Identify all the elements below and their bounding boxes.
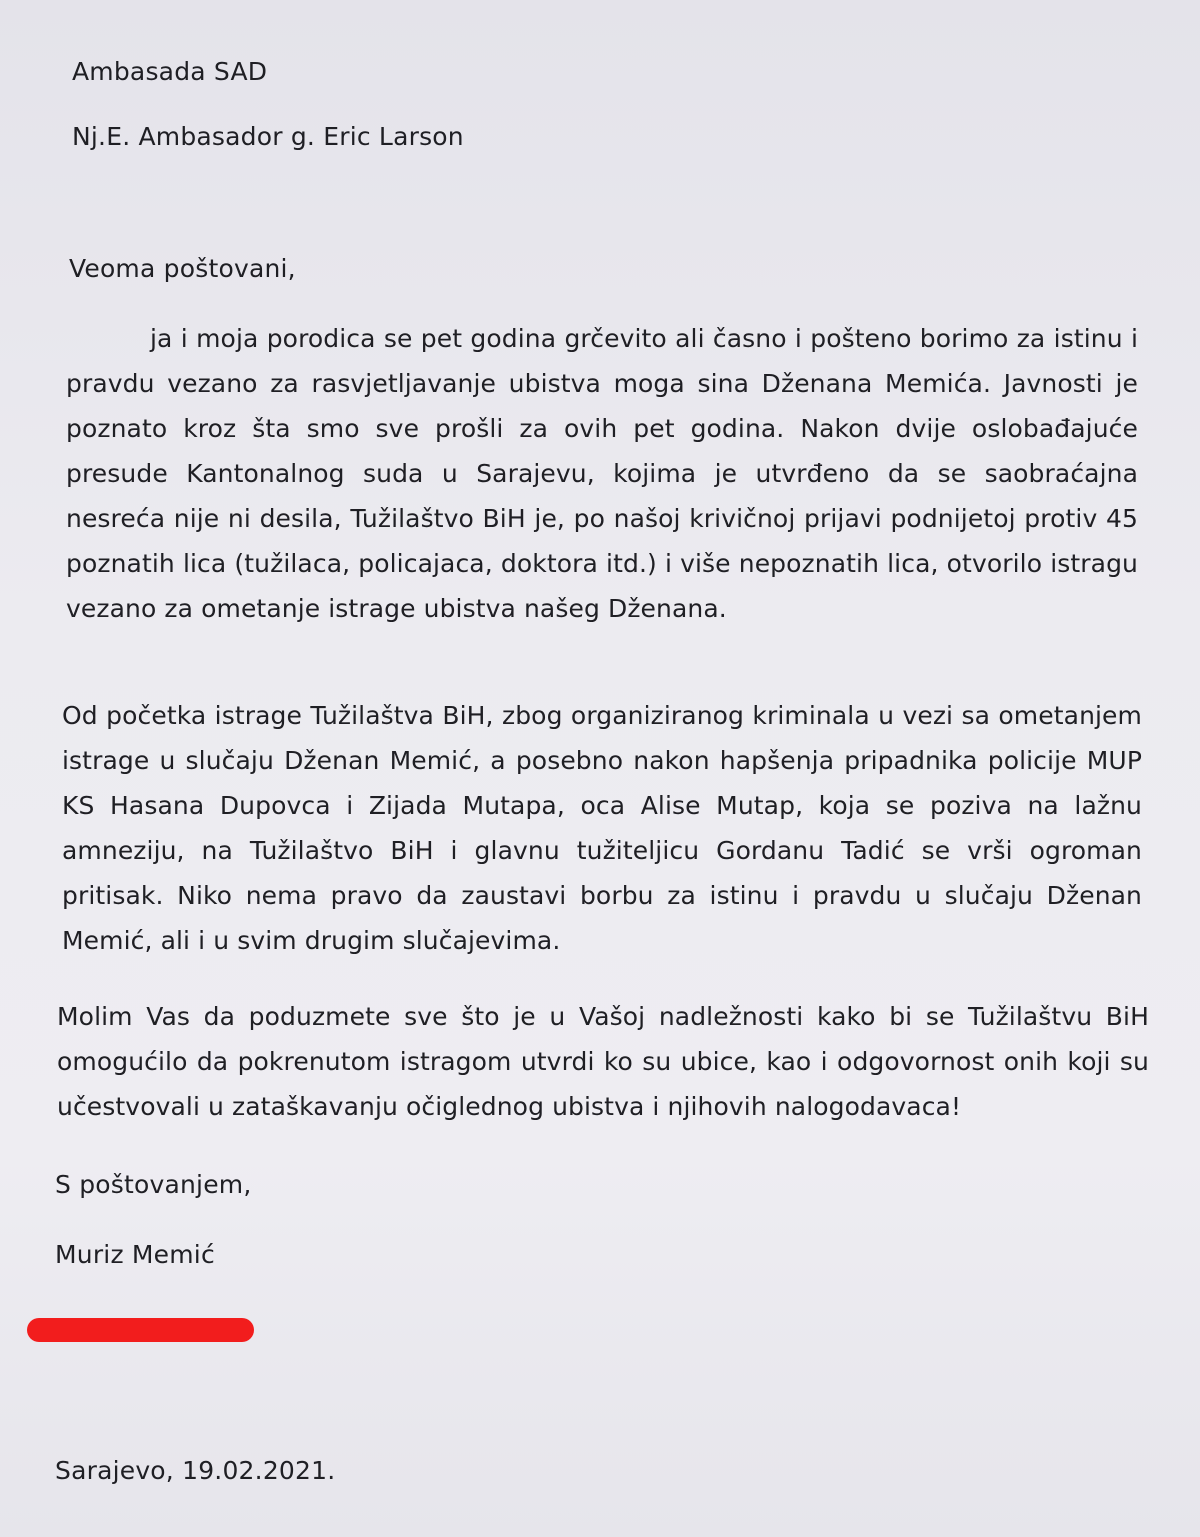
redaction-mark xyxy=(27,1318,254,1342)
place-and-date: Sarajevo, 19.02.2021. xyxy=(55,1456,336,1485)
body-paragraph: ja i moja porodica se pet godina grčevito ali časno i pošteno borimo za istinu i pravdu vezano za rasvjetljavanje ubistva moga sina Dženana Memića. Javnosti je poznato kroz šta smo sve prošli za ovih pet godina. Nakon dvije oslobađajuće presude Kantonalnog suda u Sarajevu, kojima je utvrđeno da se saobraćajna nesreća nije ni desila, Tužilaštvo BiH je, po našoj krivičnoj prijavi podnijetoj protiv 45 poznatih lica (tužilaca, policajaca, doktora itd.) i više nepoznatih lica, otvorilo istragu vezano za ometanje istrage ubistva našeg Dženana. xyxy=(66,324,1138,623)
recipient-organization: Ambasada SAD xyxy=(72,57,268,86)
signature-name: Muriz Memić xyxy=(55,1240,215,1269)
recipient-person: Nj.E. Ambasador g. Eric Larson xyxy=(72,122,464,151)
salutation: Veoma poštovani, xyxy=(69,254,296,283)
closing: S poštovanjem, xyxy=(55,1170,252,1199)
body-paragraph: Molim Vas da poduzmete sve što je u Vašoj nadležnosti kako bi se Tužilaštvu BiH omogućilo da pokrenutom istragom utvrdi ko su ubice, kao i odgovornost onih koji su učestvovali u zataškavanju očiglednog ubistva i njihovih nalogodavaca! xyxy=(57,1002,1149,1121)
body-paragraph: Od početka istrage Tužilaštva BiH, zbog organiziranog kriminala u vezi sa ometanjem istrage u slučaju Dženan Memić, a posebno nakon hapšenja pripadnika policije MUP KS Hasana Dupovca i Zijada Mutapa, oca Alise Mutap, koja se poziva na lažnu amneziju, na Tužilaštvo BiH i glavnu tužiteljicu Gordanu Tadić se vrši ogroman pritisak. Niko nema pravo da zaustavi borbu za istinu i pravdu u slučaju Dženan Memić, ali i u svim drugim slučajevima. xyxy=(62,701,1142,955)
